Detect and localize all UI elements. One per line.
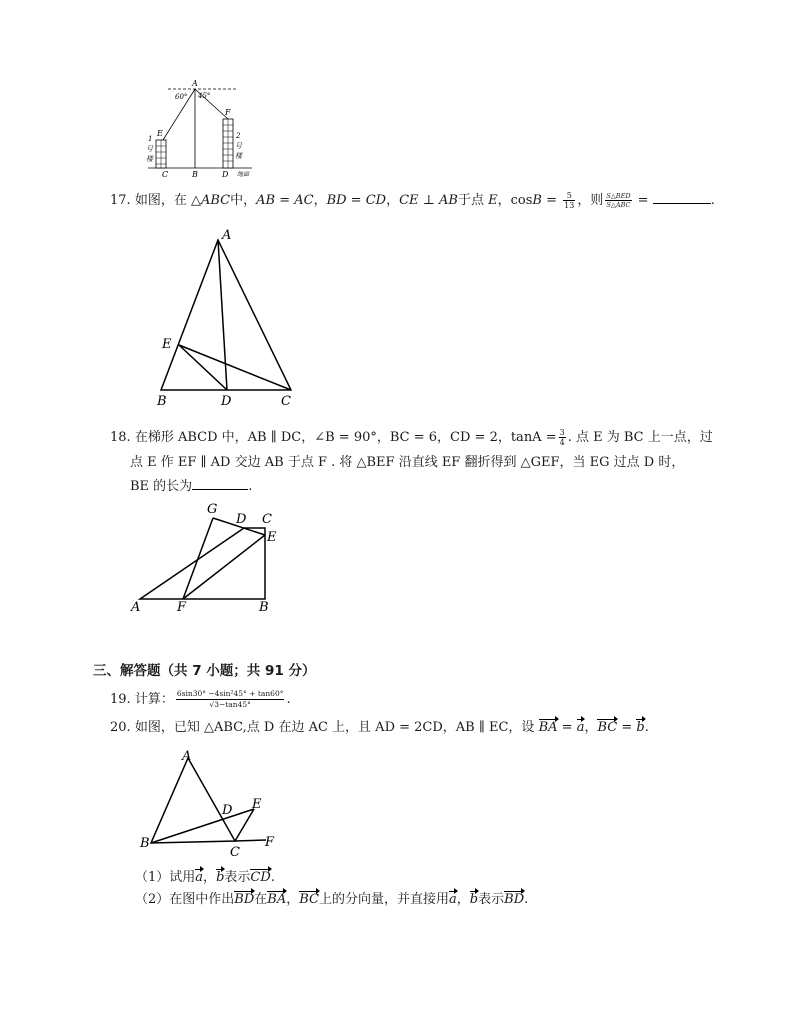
vector-b: b: [216, 868, 224, 888]
line-AD: [218, 240, 227, 390]
q17-eq: =: [541, 193, 562, 208]
q17-text-a: 如图，在 △: [134, 193, 201, 208]
label-D: D: [221, 394, 232, 409]
label-bldg2-hao: 号: [235, 142, 242, 150]
question-20-part-1: [135, 868, 275, 888]
q20-p2-e: ，: [456, 892, 470, 907]
triangle-ABC: [151, 758, 235, 843]
q20-p1-b: ，: [203, 870, 217, 885]
question-17: [110, 191, 715, 211]
q18-line3: BE 的长为: [130, 479, 193, 494]
q20-p2-end: .: [524, 892, 529, 907]
q17-cond2: BD = CD: [326, 193, 387, 208]
q17-ratio-num: S△BED: [606, 192, 631, 200]
q17-ratio-den: S△ABC: [606, 201, 631, 209]
q19-number: 19.: [110, 692, 131, 707]
q20-eq1: =: [557, 720, 577, 735]
q18-tan-fraction: [559, 428, 566, 447]
label-A: A: [182, 749, 192, 764]
q17-cond3: CE ⊥ AB: [399, 193, 458, 208]
q17-point-E: E: [488, 193, 498, 208]
q20-text: 如图，已知 △ABC,点 D 在边 AC 上，且 AD = 2CD，AB ∥ EC，设: [134, 720, 535, 735]
vector-a: a: [195, 868, 203, 888]
figure-18-trapezoid: [128, 498, 288, 618]
q17-cos-num: 5: [563, 191, 575, 201]
vector-b: b: [636, 718, 644, 738]
q18-answer-blank[interactable]: [192, 477, 248, 490]
q17-sep2: ，: [386, 193, 400, 208]
q17-sep1: ，: [313, 193, 327, 208]
figure-buildings: [140, 78, 260, 178]
q20-end: .: [644, 720, 649, 735]
label-F: F: [225, 108, 231, 117]
q17-end: .: [710, 193, 715, 208]
question-18: [110, 428, 713, 448]
q17-B: B: [532, 193, 542, 208]
q17-text-d: ，cos: [497, 193, 533, 208]
vector-CD: CD: [250, 868, 270, 888]
section-3-heading: 三、解答题（共 7 小题；共 91 分）: [93, 663, 316, 679]
question-18-line2: [130, 453, 684, 473]
label-C: C: [262, 512, 272, 527]
q20-p2-c: ，: [286, 892, 300, 907]
q19-numerator: 6sin30° −4sin²45° + tan60°: [176, 689, 284, 698]
q17-answer-blank[interactable]: [653, 191, 711, 204]
question-19: [110, 689, 291, 710]
vector-b: b: [470, 890, 478, 910]
question-20: [110, 718, 649, 738]
q20-p2-b: 在: [254, 892, 268, 907]
q20-p2-d: 上的分向量，并直接用: [319, 892, 450, 907]
q17-number: 17.: [110, 193, 131, 208]
line-ED: [179, 345, 227, 390]
label-A: A: [131, 600, 141, 615]
label-E: E: [157, 129, 163, 138]
q19-fraction: [176, 689, 285, 710]
q18-tan-num: 3: [559, 428, 565, 437]
label-A: A: [222, 228, 232, 243]
line-CE: [179, 345, 291, 390]
q18-line1: 在梯形 ABCD 中，AB ∥ DC，∠B = 90°，BC = 6，CD = 2，tanA =: [134, 430, 557, 445]
label-E: E: [162, 337, 172, 352]
q20-p1-c: 表示: [224, 870, 251, 885]
q18-tan-den: 4: [559, 438, 565, 447]
building-1: [156, 140, 166, 168]
q17-cos-den: 13: [564, 201, 575, 210]
q17-cos-fraction: [563, 191, 575, 210]
label-E: E: [267, 530, 277, 545]
label-angle-60: 60°: [175, 93, 188, 101]
label-D: D: [222, 803, 233, 818]
label-E: E: [252, 797, 262, 812]
label-bldg2-lou: 楼: [235, 152, 242, 160]
label-A: A: [192, 79, 198, 88]
label-D: D: [236, 512, 247, 527]
label-B: B: [140, 836, 150, 851]
q18-line1b: . 点 E 为 BC 上一点，过: [567, 430, 713, 445]
label-C: C: [230, 845, 240, 860]
q19-end: .: [286, 692, 291, 707]
q17-triangle: ABC: [200, 193, 231, 208]
label-G: G: [207, 502, 218, 517]
q20-p1-end: .: [270, 870, 275, 885]
trapezoid-ABCD: [140, 528, 265, 599]
label-C: C: [162, 170, 169, 178]
q17-text-b: 中，: [230, 193, 257, 208]
vector-BD: BD: [504, 890, 524, 910]
label-B: B: [192, 170, 198, 178]
figure-20-triangle: [138, 748, 288, 860]
line-CF: [235, 840, 266, 841]
label-bldg1-lou: 楼: [146, 155, 153, 163]
q19-label: 计算：: [134, 692, 174, 707]
vector-BC: BC: [597, 718, 617, 738]
q20-comma: ，: [584, 720, 598, 735]
q18-number: 18.: [110, 430, 131, 445]
q17-text-e: ，则: [577, 193, 604, 208]
vector-a: a: [449, 890, 457, 910]
label-angle-45: 45°: [198, 92, 211, 100]
q18-line2: 点 E 作 EF ∥ AD 交边 AB 于点 F . 将 △BEF 沿直线 EF 翻折得到 △GEF，当 EG 过点 D 时，: [130, 455, 685, 470]
label-B: B: [157, 394, 167, 409]
q18-end: .: [248, 479, 253, 494]
q19-denominator: √3−tan45°: [209, 700, 251, 709]
question-20-part-2: [135, 890, 528, 910]
label-bldg1-hao: 号: [146, 145, 153, 153]
vector-BA: BA: [539, 718, 558, 738]
vector-BD: BD: [234, 890, 254, 910]
q17-ratio-fraction: [605, 192, 631, 209]
label-bldg2-num: 2: [236, 132, 241, 140]
label-C: C: [281, 394, 291, 409]
figure-17-triangle: [155, 225, 305, 410]
q20-p2-f: 表示: [478, 892, 505, 907]
label-bldg1-num: 1: [148, 135, 153, 143]
vector-a: a: [577, 718, 585, 738]
q17-text-c: 于点: [457, 193, 484, 208]
q20-p2-a: （2）在图中作出: [135, 892, 235, 907]
q20-eq2: =: [617, 720, 637, 735]
vector-BA: BA: [267, 890, 286, 910]
q20-p1-a: （1）试用: [135, 870, 196, 885]
building-2: [223, 119, 233, 168]
label-F: F: [177, 600, 187, 615]
q17-eq2: =: [633, 193, 653, 208]
question-18-line3: [130, 477, 252, 497]
label-F: F: [265, 835, 275, 850]
line-BE: [151, 809, 254, 843]
label-ground: 地面: [237, 171, 250, 178]
q20-number: 20.: [110, 720, 131, 735]
label-B: B: [259, 600, 269, 615]
vector-BC: BC: [299, 890, 319, 910]
q17-cond1: AB = AC: [256, 193, 314, 208]
label-D: D: [222, 170, 229, 178]
